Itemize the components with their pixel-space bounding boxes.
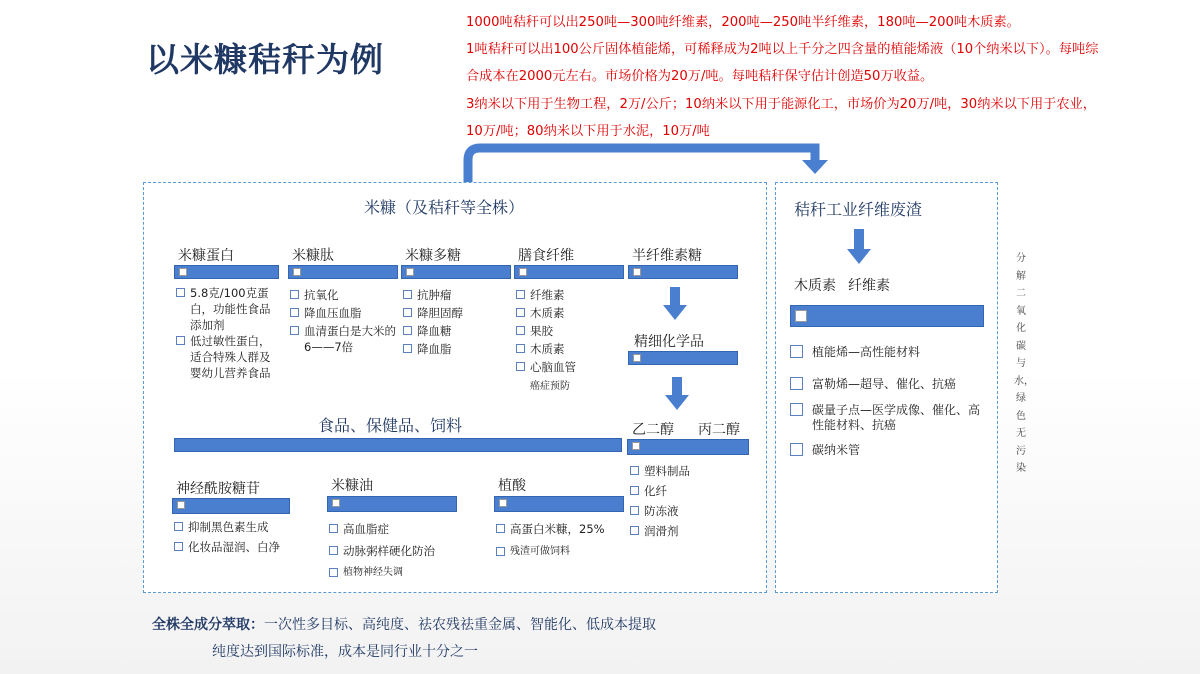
list-item: 化纤 [630, 483, 748, 499]
panel-title: 米糠（及秸秆等全株） [364, 198, 525, 217]
list-item: 碳纳米管 [790, 443, 990, 458]
list-item: 塑料制品 [630, 463, 748, 479]
propylene-glycol-label: 丙二醇 [698, 422, 740, 438]
list-item: 降血压血脂 [290, 305, 398, 321]
list-item: 植物神经失调 [329, 565, 479, 581]
list-item: 碳量子点—医学成像、催化、高性能材料、抗癌 [790, 403, 990, 433]
note-line-5: 10万/吨；80纳米以下用于水泥，10万/吨 [466, 123, 710, 139]
mid-label: 食品、保健品、饲料 [318, 416, 463, 435]
straw-waste-panel [775, 182, 998, 593]
extraction-summary [152, 614, 656, 634]
fiber-note: 癌症预防 [530, 381, 570, 392]
list-item: 残渣可做饲料 [496, 544, 636, 560]
list-item: 抗肿瘤 [403, 287, 511, 303]
col-header-protein: 米糠蛋白 [178, 248, 234, 264]
list-item: 心脑血管 [516, 359, 624, 375]
list-item: 富勒烯—超导、催化、抗癌 [790, 377, 990, 392]
list-item: 木质素 [516, 341, 624, 357]
list-item: 降血糖 [403, 323, 511, 339]
list-item: 抑制黑色素生成 [174, 519, 314, 535]
note-line-4: 3纳米以下用于生物工程，2万/公斤；10纳米以下用于能源化工，市场价为20万/吨，30纳米以下用于农业， [466, 96, 1096, 112]
list-item: 血清蛋白是大米的6——7倍 [290, 323, 398, 355]
list-item: 高血脂症 [329, 521, 479, 537]
down-arrow-icon [665, 377, 689, 411]
note-line-2: 1吨秸秆可以出100公斤固体植能烯，可稀释成为2吨以上千分之四含量的植能烯液（10个纳米以下）。每吨综 [466, 42, 1099, 58]
group-header-ceramide: 神经酰胺糖苷 [176, 481, 260, 497]
col-bar-hemicellulose [628, 265, 738, 279]
list-item: 化妆品湿润、白净 [174, 539, 314, 555]
connector-arrow-icon [460, 140, 840, 185]
rice-bran-panel [143, 182, 767, 593]
fine-chemicals-label: 精细化学品 [634, 334, 704, 350]
col-header-polysaccharide: 米糠多糖 [405, 248, 461, 264]
list-item: 木质素 [516, 305, 624, 321]
extraction-label: 全株全成分萃取： [152, 617, 264, 633]
col-header-hemicellulose: 半纤维素糖 [632, 248, 702, 264]
down-arrow-icon [663, 287, 687, 321]
extraction-line-1: 一次性多目标、高纯度、祛农残祛重金属、智能化、低成本提取 [264, 617, 656, 633]
economics-notes [466, 9, 1191, 145]
list-item: 植能烯—高性能材料 [790, 345, 990, 360]
col-bar-polysaccharide [401, 265, 511, 279]
group-header-phytic-acid: 植酸 [498, 478, 526, 494]
col-header-fiber: 膳食纤维 [518, 248, 574, 264]
col-bar-protein [174, 265, 279, 279]
list-item: 果胶 [516, 323, 624, 339]
group-bar-ceramide [172, 498, 290, 514]
fine-chemicals-bar [628, 351, 738, 365]
panel-title: 秸秆工业纤维废渣 [794, 200, 923, 219]
col-bar-fiber [514, 265, 624, 279]
lignin-label: 木质素 [794, 278, 836, 294]
group-header-oil: 米糠油 [331, 478, 373, 494]
list-item: 低过敏性蛋白，适合特殊人群及婴幼儿营养食品 [176, 333, 276, 381]
list-item: 润滑剂 [630, 523, 748, 539]
group-bar-phytic-acid [494, 496, 624, 512]
down-arrow-icon [847, 229, 871, 265]
glycol-bar [627, 439, 749, 455]
list-item: 防冻液 [630, 503, 748, 519]
ethylene-glycol-label: 乙二醇 [632, 422, 674, 438]
cellulose-label: 纤维素 [848, 278, 890, 294]
material-bar [790, 305, 984, 327]
group-bar-oil [327, 496, 457, 512]
list-item: 抗氧化 [290, 287, 398, 303]
col-header-peptide: 米糠肽 [292, 248, 334, 264]
list-item: 动脉粥样硬化防治 [329, 543, 479, 559]
col-bar-peptide [288, 265, 398, 279]
note-line-3: 合成本在2000元左右。市场价格为20万/吨。每吨秸秆保守估计创造50万收益。 [466, 69, 934, 85]
extraction-line-2: 纯度达到国际标准，成本是同行业十分之一 [212, 644, 478, 660]
list-item: 降血脂 [403, 341, 511, 357]
food-bar [174, 438, 622, 452]
list-item: 纤维素 [516, 287, 624, 303]
list-item: 高蛋白米糠，25% [496, 521, 636, 537]
list-item: 降胆固醇 [403, 305, 511, 321]
list-item: 5.8克/100克蛋白，功能性食品添加剂 [176, 285, 276, 333]
vertical-note: 分解二氧化碳与水，绿色无污染 [1014, 253, 1034, 474]
note-line-1: 1000吨秸秆可以出250吨—300吨纤维素，200吨—250吨半纤维素，180吨—200吨木质素。 [466, 15, 1020, 30]
page-title: 以米糠秸秆为例 [146, 40, 384, 79]
